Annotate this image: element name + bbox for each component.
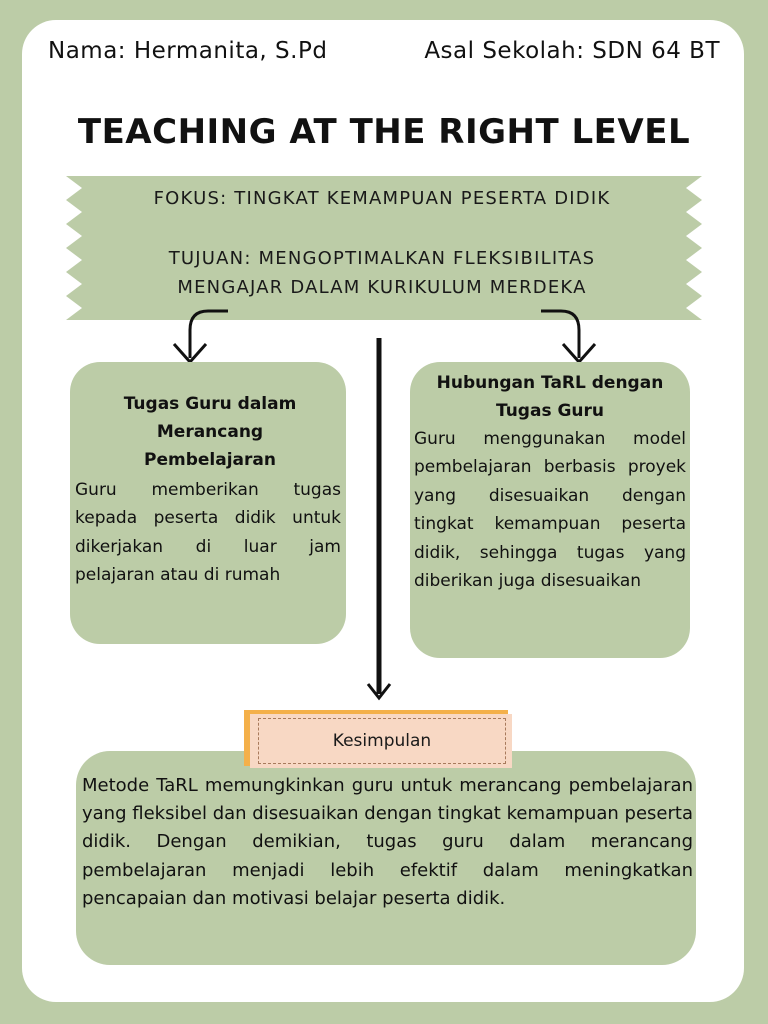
goal-line-2: MENGAJAR DALAM KURIKULUM MERDEKA: [177, 277, 587, 298]
conclusion-label: Kesimpulan: [258, 718, 506, 764]
tarl-relation-title: Hubungan TaRL dengan Tugas Guru: [436, 373, 664, 421]
school-name: Asal Sekolah: SDN 64 BT: [424, 38, 720, 64]
focus-text: FOKUS: TINGKAT KEMAMPUAN PESERTA DIDIK: [153, 188, 611, 209]
tarl-relation-body: Guru menggunakan model pembelajaran berbasis proyek yang disesuaikan dengan tingkat kemampuan peserta didik, sehingga tugas yang diberikan juga disesuaikan: [414, 429, 686, 592]
goal-line-1: TUJUAN: MENGOPTIMALKAN FLEKSIBILITAS: [168, 248, 596, 269]
goal-text: [62, 244, 702, 302]
conclusion-body: Metode TaRL memungkinkan guru untuk merancang pembelajaran yang fleksibel dan disesuaikan dengan tingkat kemampuan peserta didik. Dengan demikian, tugas guru dalam merancang pembelajaran menjadi lebih efektif dalam meningkatkan pencapaian dan motivasi belajar peserta didik.: [82, 775, 693, 909]
teacher-task-body: Guru memberikan tugas kepada peserta didik untuk dikerjakan di luar jam pelajaran atau di rumah: [75, 480, 341, 586]
page-title: TEACHING AT THE RIGHT LEVEL: [77, 112, 691, 152]
author-name: Nama: Hermanita, S.Pd: [48, 38, 328, 64]
teacher-task-title: Tugas Guru dalam Merancang Pembelajaran: [123, 394, 297, 470]
